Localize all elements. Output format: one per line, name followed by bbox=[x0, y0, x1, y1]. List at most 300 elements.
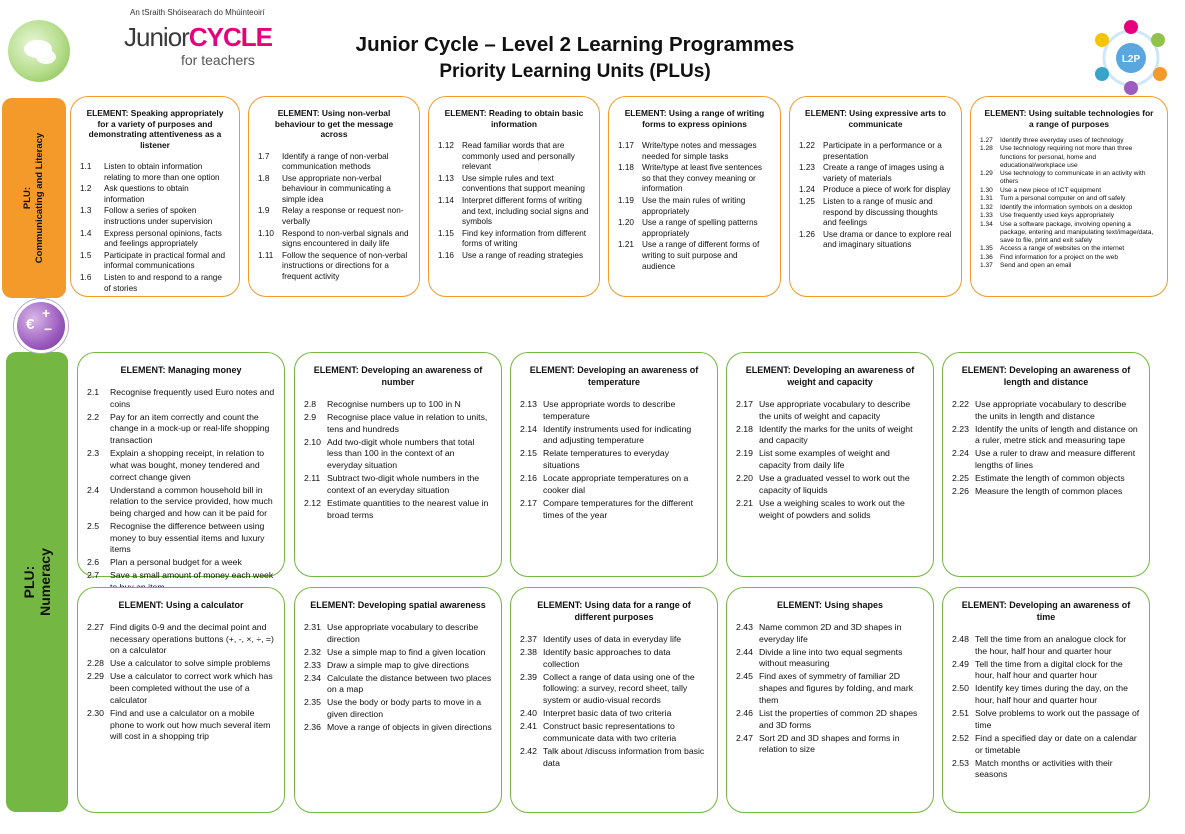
learning-outcome bbox=[258, 229, 410, 250]
outcome-number: 2.48 bbox=[952, 634, 969, 644]
learning-outcome bbox=[520, 634, 708, 646]
numeracy-row2-card-5 bbox=[942, 587, 1150, 813]
outcome-text: Identify key times during the day, on the hour, half hour and quarter hour bbox=[975, 683, 1128, 706]
outcome-number: 1.32 bbox=[980, 203, 993, 211]
outcome-number: 2.7 bbox=[87, 570, 100, 581]
page-subtitle: Priority Learning Units (PLUs) bbox=[439, 61, 711, 82]
outcome-text: Identify uses of data in everyday life bbox=[543, 634, 682, 644]
outcome-number: 2.50 bbox=[952, 683, 969, 694]
outcome-text: Find and use a calculator on a mobile phone to work out how much several item will cost in a shopping trip bbox=[110, 707, 271, 742]
outcome-number: 1.36 bbox=[980, 253, 993, 261]
outcome-text: Participate in practical formal and informal communications bbox=[104, 250, 226, 271]
learning-outcome bbox=[736, 647, 924, 670]
outcome-number: 1.9 bbox=[258, 206, 270, 216]
sidebar-numeracy-label: PLU: Numeracy bbox=[21, 548, 54, 616]
learning-outcome bbox=[980, 204, 1158, 212]
learning-outcome bbox=[80, 206, 230, 227]
outcome-number: 2.46 bbox=[736, 707, 753, 718]
outcome-number: 1.33 bbox=[980, 212, 993, 220]
numeracy-row2-card-2 bbox=[294, 587, 502, 813]
outcome-text: Read familiar words that are commonly used and personally relevant bbox=[462, 141, 575, 172]
learning-outcome bbox=[980, 187, 1158, 195]
outcome-text: Send and open an email bbox=[1000, 262, 1072, 270]
learning-outcome bbox=[799, 141, 952, 162]
outcome-text: Relay a response or request non-verbally bbox=[282, 206, 404, 227]
outcome-text: Use a new piece of ICT equipment bbox=[1000, 186, 1102, 194]
outcome-number: 2.41 bbox=[520, 721, 537, 732]
outcome-number: 2.15 bbox=[520, 448, 537, 459]
outcome-number: 1.4 bbox=[80, 228, 92, 238]
outcome-text: Draw a simple map to give directions bbox=[327, 659, 469, 670]
learning-outcome bbox=[736, 424, 924, 447]
junior-cycle-logo: JuniorCYCLE bbox=[124, 22, 272, 52]
element-title: ELEMENT: Developing an awareness of temperature bbox=[529, 365, 699, 387]
learning-outcome bbox=[618, 240, 771, 272]
learning-outcomes-list bbox=[520, 399, 708, 521]
learning-outcome bbox=[304, 412, 492, 435]
outcome-number: 2.13 bbox=[520, 399, 537, 409]
learning-outcomes-list bbox=[87, 387, 275, 594]
outcome-text: Listen to and respond to a range of stories bbox=[104, 272, 222, 293]
outcome-text: Use appropriate vocabulary to describe the units of weight and capacity bbox=[759, 399, 911, 421]
outcome-text: Estimate quantities to the nearest value in broad terms bbox=[327, 497, 489, 520]
element-title: ELEMENT: Managing money bbox=[120, 365, 242, 375]
numeracy-row1-card-5 bbox=[942, 352, 1150, 577]
learning-outcome bbox=[80, 273, 230, 294]
outcome-number: 2.30 bbox=[87, 707, 104, 718]
outcome-text: Relate temperatures to everyday situations bbox=[543, 448, 670, 471]
outcome-text: Use a graduated vessel to work out the capacity of liquids bbox=[759, 473, 910, 495]
learning-outcome bbox=[980, 262, 1158, 270]
learning-outcome bbox=[304, 673, 492, 696]
outcome-number: 1.18 bbox=[618, 163, 634, 173]
outcome-number: 2.3 bbox=[87, 448, 100, 459]
learning-outcome bbox=[799, 230, 952, 251]
outcome-text: Estimate the length of common objects bbox=[975, 473, 1125, 484]
outcome-number: 2.1 bbox=[87, 387, 100, 397]
learning-outcome bbox=[258, 174, 410, 206]
outcome-number: 2.18 bbox=[736, 423, 753, 434]
learning-outcomes-list bbox=[952, 634, 1140, 781]
outcome-text: Recognise place value in relation to units, tens and hundreds bbox=[327, 412, 488, 434]
learning-outcomes-list bbox=[304, 399, 492, 521]
outcome-number: 1.5 bbox=[80, 250, 92, 260]
learning-outcome bbox=[618, 218, 771, 239]
learning-outcome bbox=[952, 399, 1140, 422]
learning-outcome bbox=[438, 229, 590, 250]
learning-outcome bbox=[87, 557, 275, 569]
outcome-number: 2.26 bbox=[952, 486, 969, 497]
outcome-number: 2.16 bbox=[520, 473, 537, 484]
outcome-text: Use a range of different forms of writing to suit purpose and audience bbox=[642, 240, 760, 271]
outcome-number: 2.44 bbox=[736, 646, 753, 657]
outcome-number: 2.47 bbox=[736, 732, 753, 743]
outcome-text: Listen to a range of music and respond by discussing thoughts and feelings bbox=[823, 196, 938, 228]
learning-outcome bbox=[304, 622, 492, 645]
outcome-number: 2.38 bbox=[520, 647, 537, 657]
outcome-number: 2.39 bbox=[520, 671, 537, 682]
outcome-number: 1.37 bbox=[980, 262, 993, 270]
outcome-number: 1.31 bbox=[980, 195, 993, 203]
outcome-text: Subtract two-digit whole numbers in the context of an everyday situation bbox=[327, 473, 480, 495]
outcome-text: Find a specified day or date on a calendar or timetable bbox=[975, 732, 1137, 755]
learning-outcome bbox=[952, 486, 1140, 498]
outcome-text: Use simple rules and text conventions that support meaning bbox=[462, 173, 585, 194]
element-title: ELEMENT: Developing spatial awareness bbox=[310, 600, 486, 610]
outcome-number: 2.17 bbox=[736, 399, 753, 409]
outcome-text: Identify three everyday uses of technology bbox=[1000, 137, 1124, 144]
outcome-number: 1.23 bbox=[799, 163, 815, 173]
outcome-number: 2.53 bbox=[952, 757, 969, 768]
outcome-text: Name common 2D and 3D shapes in everyday life bbox=[759, 622, 902, 644]
outcome-number: 1.34 bbox=[980, 220, 993, 228]
outcome-text: Understand a common household bill in relation to the service provided, how much being charged and how can it be paid for bbox=[110, 484, 273, 518]
outcome-number: 1.7 bbox=[258, 151, 270, 161]
outcome-text: Use appropriate vocabulary to describe direction bbox=[327, 622, 479, 644]
learning-outcome bbox=[80, 229, 230, 250]
outcome-number: 1.22 bbox=[799, 141, 815, 150]
learning-outcomes-list bbox=[258, 152, 410, 283]
learning-outcome bbox=[438, 196, 590, 228]
outcome-text: Turn a personal computer on and off safely bbox=[1000, 195, 1126, 203]
outcome-number: 2.2 bbox=[87, 411, 100, 422]
outcome-number: 1.10 bbox=[258, 228, 274, 238]
outcome-text: Follow the sequence of non-verbal instructions or directions for a frequent activity bbox=[282, 250, 408, 282]
outcome-number: 1.16 bbox=[438, 250, 454, 260]
learning-outcome bbox=[952, 448, 1140, 471]
outcome-number: 2.51 bbox=[952, 708, 969, 719]
outcome-number: 2.36 bbox=[304, 722, 321, 733]
outcome-text: Pay for an item correctly and count the change in a mock-up or real-life shopping transaction bbox=[110, 411, 270, 446]
learning-outcome bbox=[520, 672, 708, 707]
outcome-number: 2.27 bbox=[87, 622, 104, 632]
outcome-number: 1.27 bbox=[980, 137, 993, 144]
learning-outcome bbox=[304, 399, 492, 411]
outcome-text: Write/type at least five sentences so that they convey meaning or information bbox=[642, 163, 762, 194]
element-title: ELEMENT: Using non-verbal behaviour to get the message across bbox=[274, 108, 394, 139]
outcome-number: 1.2 bbox=[80, 184, 92, 194]
learning-outcome bbox=[87, 658, 275, 670]
learning-outcome bbox=[799, 185, 952, 196]
outcome-text: Identify a range of non-verbal communication methods bbox=[282, 151, 389, 172]
outcome-text: Use a software package, involving opening a package, entering and manipulating text/image/data, save to file, print and exit safely bbox=[1000, 220, 1154, 244]
outcome-number: 1.20 bbox=[618, 218, 634, 228]
learning-outcome bbox=[952, 634, 1140, 657]
numeracy-row1-card-1 bbox=[77, 352, 285, 581]
svg-text:L2P: L2P bbox=[1121, 54, 1141, 65]
learning-outcome bbox=[520, 721, 708, 744]
outcome-text: Find information for a project on the web bbox=[1000, 253, 1119, 261]
outcome-text: Move a range of objects in given directions bbox=[327, 722, 492, 733]
outcome-number: 1.29 bbox=[980, 170, 993, 178]
outcome-number: 2.45 bbox=[736, 671, 753, 682]
outcome-text: Follow a series of spoken instructions under supervision bbox=[104, 206, 213, 226]
learning-outcome bbox=[736, 399, 924, 422]
outcome-number: 2.28 bbox=[87, 658, 104, 669]
outcome-number: 2.31 bbox=[304, 622, 321, 632]
outcome-number: 2.17 bbox=[520, 497, 537, 508]
learning-outcome bbox=[980, 145, 1158, 169]
learning-outcome bbox=[980, 170, 1158, 186]
learning-outcome bbox=[980, 212, 1158, 220]
learning-outcome bbox=[87, 387, 275, 410]
learning-outcome bbox=[980, 195, 1158, 203]
learning-outcome bbox=[980, 254, 1158, 262]
learning-outcome bbox=[87, 622, 275, 657]
outcome-number: 2.42 bbox=[520, 745, 537, 756]
sidebar-communicating-literacy bbox=[2, 98, 66, 298]
learning-outcome bbox=[736, 473, 924, 496]
outcome-text: Use a range of reading strategies bbox=[462, 250, 584, 260]
outcome-number: 1.24 bbox=[799, 185, 815, 195]
learning-outcome bbox=[87, 485, 275, 520]
learning-outcome bbox=[80, 251, 230, 272]
outcome-number: 1.3 bbox=[80, 206, 92, 216]
learning-outcome bbox=[618, 141, 771, 162]
outcome-number: 2.33 bbox=[304, 659, 321, 670]
outcome-text: Use a calculator to solve simple problems bbox=[110, 658, 271, 669]
learning-outcome bbox=[980, 137, 1158, 145]
learning-outcomes-list bbox=[736, 622, 924, 756]
outcome-text: Participate in a performance or a presentation bbox=[823, 141, 942, 161]
learning-outcome bbox=[952, 708, 1140, 731]
learning-outcomes-list bbox=[736, 399, 924, 521]
outcome-text: Identify the marks for the units of weight and capacity bbox=[759, 423, 913, 446]
outcome-text: Talk about /discuss information from basic data bbox=[543, 745, 705, 768]
outcome-text: List some examples of weight and capacity from daily life bbox=[759, 448, 890, 471]
outcome-text: Explain a shopping receipt, in relation to what was bought, money tendered and correct change given bbox=[110, 448, 265, 482]
learning-outcomes-list bbox=[952, 399, 1140, 498]
learning-outcome bbox=[520, 746, 708, 769]
learning-outcome bbox=[438, 174, 590, 195]
l2p-logo-icon bbox=[1092, 18, 1170, 96]
learning-outcome bbox=[520, 498, 708, 521]
learning-outcome bbox=[258, 152, 410, 173]
outcome-number: 1.8 bbox=[258, 173, 270, 183]
outcome-number: 2.37 bbox=[520, 634, 537, 644]
outcome-number: 2.11 bbox=[304, 473, 321, 484]
outcome-number: 1.19 bbox=[618, 195, 634, 205]
outcome-number: 2.34 bbox=[304, 672, 321, 683]
euro-calculator-icon: € + − bbox=[14, 299, 68, 353]
numeracy-row2-card-1 bbox=[77, 587, 285, 813]
outcome-text: Access a range of websites on the internet bbox=[1000, 245, 1125, 253]
brand-sub: for teachers bbox=[181, 52, 255, 68]
outcome-number: 2.43 bbox=[736, 622, 753, 632]
outcome-number: 2.24 bbox=[952, 448, 969, 459]
communicating-card-4 bbox=[608, 96, 781, 297]
outcome-number: 2.35 bbox=[304, 697, 321, 708]
learning-outcome bbox=[304, 660, 492, 672]
outcome-number: 2.4 bbox=[87, 484, 100, 495]
outcome-text: Divide a line into two equal segments without measuring bbox=[759, 646, 903, 669]
learning-outcome bbox=[258, 206, 410, 227]
outcome-number: 2.12 bbox=[304, 497, 321, 508]
learning-outcome bbox=[87, 671, 275, 706]
outcome-number: 2.9 bbox=[304, 412, 317, 422]
outcome-text: Use appropriate non-verbal behaviour in communicating a simple idea bbox=[282, 173, 391, 204]
sidebar-numeracy bbox=[6, 352, 68, 812]
sidebar-communicating-label: PLU: Communicating and Literacy bbox=[22, 132, 46, 264]
learning-outcome bbox=[520, 448, 708, 471]
learning-outcome bbox=[80, 162, 230, 183]
outcome-text: Collect a range of data using one of the following: a survey, record sheet, tally system or audio-visual records bbox=[543, 671, 695, 706]
outcome-text: Compare temperatures for the different times of the year bbox=[543, 497, 694, 520]
outcome-number: 1.6 bbox=[80, 272, 92, 282]
outcome-text: Construct basic representations to communicate data with two criteria bbox=[543, 721, 677, 743]
outcome-text: Tell the time from an analogue clock for the hour, half hour and quarter hour bbox=[975, 634, 1127, 656]
outcome-text: Add two-digit whole numbers that total less than 100 in the context of an everyday situation bbox=[327, 436, 475, 471]
learning-outcome bbox=[258, 251, 410, 283]
outcome-number: 2.14 bbox=[520, 423, 537, 434]
outcome-text: Interpret different forms of writing and text, including social signs and symbols bbox=[462, 195, 589, 227]
learning-outcome bbox=[736, 448, 924, 471]
outcome-number: 1.12 bbox=[438, 141, 454, 150]
outcome-text: Ask questions to obtain information bbox=[104, 184, 189, 204]
learning-outcome bbox=[304, 647, 492, 659]
outcome-number: 2.20 bbox=[736, 473, 753, 484]
outcome-text: Identify the information symbols on a desktop bbox=[1000, 203, 1133, 211]
outcome-text: Recognise frequently used Euro notes and coins bbox=[110, 387, 275, 409]
outcome-text: Sort 2D and 3D shapes and forms in relation to size bbox=[759, 732, 900, 755]
learning-outcomes-list bbox=[438, 141, 590, 262]
learning-outcome bbox=[952, 683, 1140, 706]
learning-outcome bbox=[304, 473, 492, 496]
learning-outcome bbox=[304, 437, 492, 472]
learning-outcomes-list bbox=[618, 141, 771, 272]
outcome-number: 1.30 bbox=[980, 186, 993, 194]
learning-outcome bbox=[438, 251, 590, 262]
learning-outcomes-list bbox=[799, 141, 952, 251]
learning-outcome bbox=[736, 622, 924, 645]
outcome-text: Use appropriate vocabulary to describe the units in length and distance bbox=[975, 399, 1127, 421]
outcome-number: 2.22 bbox=[952, 399, 969, 409]
outcome-text: Calculate the distance between two places on a map bbox=[327, 672, 492, 695]
outcome-number: 1.14 bbox=[438, 195, 454, 205]
outcome-text: Listen to obtain information relating to more than one option bbox=[104, 162, 220, 182]
outcome-text: Recognise numbers up to 100 in N bbox=[327, 399, 461, 409]
outcome-number: 1.13 bbox=[438, 173, 454, 183]
learning-outcome bbox=[736, 733, 924, 756]
learning-outcomes-list bbox=[80, 162, 230, 294]
numeracy-row2-card-3 bbox=[510, 587, 718, 813]
learning-outcome bbox=[520, 647, 708, 670]
learning-outcome bbox=[952, 473, 1140, 485]
outcome-text: Use a simple map to find a given location bbox=[327, 646, 486, 657]
outcome-text: Match months or activities with their seasons bbox=[975, 757, 1113, 780]
learning-outcome bbox=[438, 141, 590, 173]
outcome-text: Use a range of spelling patterns appropriately bbox=[642, 218, 758, 238]
communicating-card-5 bbox=[789, 96, 962, 297]
outcome-number: 2.19 bbox=[736, 448, 753, 459]
outcome-number: 1.11 bbox=[258, 250, 274, 260]
learning-outcome bbox=[87, 412, 275, 447]
learning-outcome bbox=[618, 196, 771, 217]
outcome-text: Use the body or body parts to move in a given direction bbox=[327, 697, 482, 720]
element-title: ELEMENT: Using data for a range of different purposes bbox=[537, 600, 691, 622]
outcome-number: 2.32 bbox=[304, 646, 321, 657]
outcome-text: Solve problems to work out the passage of time bbox=[975, 708, 1140, 730]
element-title: ELEMENT: Using expressive arts to communicate bbox=[804, 108, 947, 129]
outcome-text: Recognise the difference between using money to buy essential items and luxury items bbox=[110, 520, 265, 555]
learning-outcomes-list bbox=[980, 137, 1158, 270]
numeracy-row1-card-3 bbox=[510, 352, 718, 577]
learning-outcomes-list bbox=[87, 622, 275, 743]
learning-outcome bbox=[520, 424, 708, 447]
outcome-number: 2.49 bbox=[952, 658, 969, 669]
learning-outcome bbox=[80, 184, 230, 205]
outcome-text: Create a range of images using a variety of materials bbox=[823, 163, 945, 183]
outcome-text: Use frequently used keys appropriately bbox=[1000, 212, 1114, 220]
outcome-text: Measure the length of common places bbox=[975, 486, 1123, 497]
element-title: ELEMENT: Using a calculator bbox=[118, 600, 244, 610]
outcome-text: Use the main rules of writing appropriately bbox=[642, 195, 746, 216]
outcome-number: 2.8 bbox=[304, 399, 317, 409]
element-title: ELEMENT: Using suitable technologies for a range of purposes bbox=[984, 108, 1154, 129]
outcome-number: 2.40 bbox=[520, 708, 537, 719]
communicating-card-1 bbox=[70, 96, 240, 297]
outcome-text: Use technology requiring not more than three functions for personal, home and educational/workplace use bbox=[1000, 145, 1133, 169]
outcome-text: Produce a piece of work for display bbox=[823, 185, 951, 195]
outcome-text: Write/type notes and messages needed for simple tasks bbox=[642, 141, 757, 161]
element-title: ELEMENT: Speaking appropriately for a variety of purposes and demonstrating attentiveness as a listener bbox=[86, 108, 224, 150]
outcome-number: 1.17 bbox=[618, 141, 634, 150]
communicating-card-3 bbox=[428, 96, 600, 297]
outcome-text: Identify instruments used for indicating and adjusting temperature bbox=[543, 423, 692, 446]
outcome-number: 1.1 bbox=[80, 162, 92, 171]
learning-outcome bbox=[87, 708, 275, 743]
outcome-text: Find digits 0-9 and the decimal point and necessary operations buttons (+, -, ×, ÷, =) on a calculator bbox=[110, 622, 274, 656]
outcome-number: 2.23 bbox=[952, 423, 969, 434]
learning-outcome bbox=[520, 708, 708, 720]
element-title: ELEMENT: Using a range of writing forms to express opinions bbox=[624, 108, 765, 129]
outcome-text: List the properties of common 2D shapes and 3D forms bbox=[759, 707, 918, 730]
learning-outcome bbox=[736, 708, 924, 731]
outcome-text: Find key information from different forms of writing bbox=[462, 228, 587, 249]
outcome-text: Express personal opinions, facts and feelings appropriately bbox=[104, 228, 222, 249]
outcome-number: 2.6 bbox=[87, 557, 100, 568]
learning-outcome bbox=[952, 758, 1140, 781]
element-title: ELEMENT: Developing an awareness of time bbox=[961, 600, 1131, 622]
learning-outcome bbox=[980, 221, 1158, 245]
outcome-number: 1.25 bbox=[799, 196, 815, 206]
learning-outcome bbox=[952, 424, 1140, 447]
learning-outcome bbox=[304, 722, 492, 734]
outcome-text: Use a weighing scales to work out the weight of powders and solids bbox=[759, 497, 905, 520]
numeracy-row2-card-4 bbox=[726, 587, 934, 813]
learning-outcome bbox=[799, 163, 952, 184]
outcome-text: Use technology to communicate in an activity with others bbox=[1000, 170, 1146, 186]
outcome-text: Find axes of symmetry of familiar 2D shapes and figures by folding, and mark them bbox=[759, 671, 914, 705]
outcome-number: 2.10 bbox=[304, 436, 321, 447]
learning-outcome bbox=[87, 521, 275, 556]
learning-outcome bbox=[520, 399, 708, 422]
learning-outcome bbox=[736, 671, 924, 706]
learning-outcomes-list bbox=[304, 622, 492, 734]
learning-outcome bbox=[952, 733, 1140, 756]
outcome-number: 2.25 bbox=[952, 473, 969, 484]
learning-outcome bbox=[618, 163, 771, 195]
outcome-text: Plan a personal budget for a week bbox=[110, 557, 242, 568]
outcome-number: 1.28 bbox=[980, 145, 993, 153]
outcome-text: Respond to non-verbal signals and signs encountered in daily life bbox=[282, 228, 409, 249]
outcome-number: 1.15 bbox=[438, 228, 454, 238]
outcome-text: Use a calculator to correct work which has been completed without the use of a calculator bbox=[110, 671, 273, 705]
element-title: ELEMENT: Reading to obtain basic information bbox=[444, 108, 584, 129]
outcome-text: Interpret basic data of two criteria bbox=[543, 708, 672, 719]
learning-outcomes-list bbox=[520, 634, 708, 769]
outcome-number: 2.52 bbox=[952, 732, 969, 743]
